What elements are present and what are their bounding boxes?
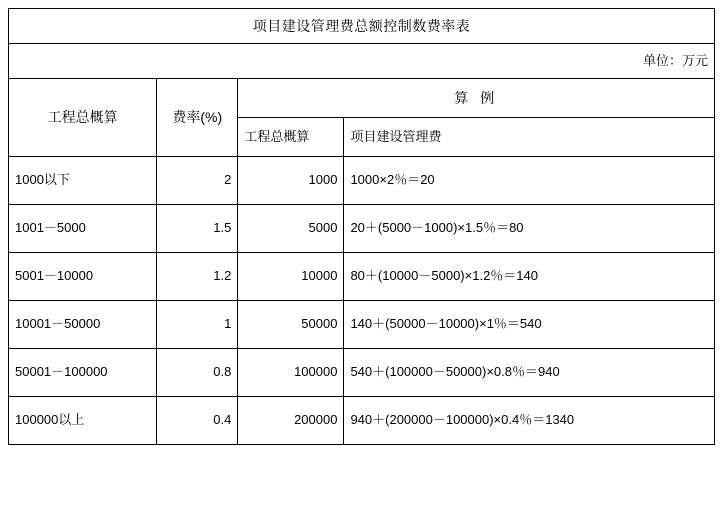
cell-example-budget: 100000: [238, 349, 344, 397]
cell-formula: 80＋(10000－5000)×1.2％＝140: [344, 253, 715, 301]
table-row: [9, 253, 715, 301]
cell-range: 5001－10000: [9, 253, 157, 301]
header-example-group: 算 例: [238, 79, 715, 118]
cell-formula: 1000×2％＝20: [344, 157, 715, 205]
cell-formula: 940＋(200000－100000)×0.4％＝1340: [344, 397, 715, 445]
document-title: 项目建设管理费总额控制数费率表: [9, 9, 715, 44]
cell-example-budget: 200000: [238, 397, 344, 445]
table-row: [9, 301, 715, 349]
cell-rate: 0.8: [157, 349, 238, 397]
cell-example-budget: 10000: [238, 253, 344, 301]
cell-rate: 1: [157, 301, 238, 349]
header-example-management-fee: 项目建设管理费: [344, 118, 715, 157]
header-example-total-budget: 工程总概算: [238, 118, 344, 157]
cell-example-budget: 1000: [238, 157, 344, 205]
table-row: [9, 157, 715, 205]
cell-example-budget: 5000: [238, 205, 344, 253]
document-sheet: [0, 8, 725, 517]
cell-formula: 20＋(5000－1000)×1.5％＝80: [344, 205, 715, 253]
cell-range: 50001－100000: [9, 349, 157, 397]
cell-rate: 1.2: [157, 253, 238, 301]
table-unit-row: [9, 44, 715, 79]
table-row: [9, 397, 715, 445]
cell-rate: 1.5: [157, 205, 238, 253]
cell-range: 10001－50000: [9, 301, 157, 349]
table-row: [9, 205, 715, 253]
cell-example-budget: 50000: [238, 301, 344, 349]
cell-range: 100000以上: [9, 397, 157, 445]
cell-range: 1000以下: [9, 157, 157, 205]
cell-formula: 540＋(100000－50000)×0.8％＝940: [344, 349, 715, 397]
header-total-budget: 工程总概算: [9, 79, 157, 157]
table-title-row: [9, 9, 715, 44]
cell-range: 1001－5000: [9, 205, 157, 253]
cell-rate: 0.4: [157, 397, 238, 445]
table-row: [9, 349, 715, 397]
fee-rate-table: [8, 8, 715, 445]
unit-note: 单位：万元: [9, 44, 715, 79]
table-header-row-1: [9, 79, 715, 118]
cell-rate: 2: [157, 157, 238, 205]
header-rate: 费率(%): [157, 79, 238, 157]
cell-formula: 140＋(50000－10000)×1％＝540: [344, 301, 715, 349]
